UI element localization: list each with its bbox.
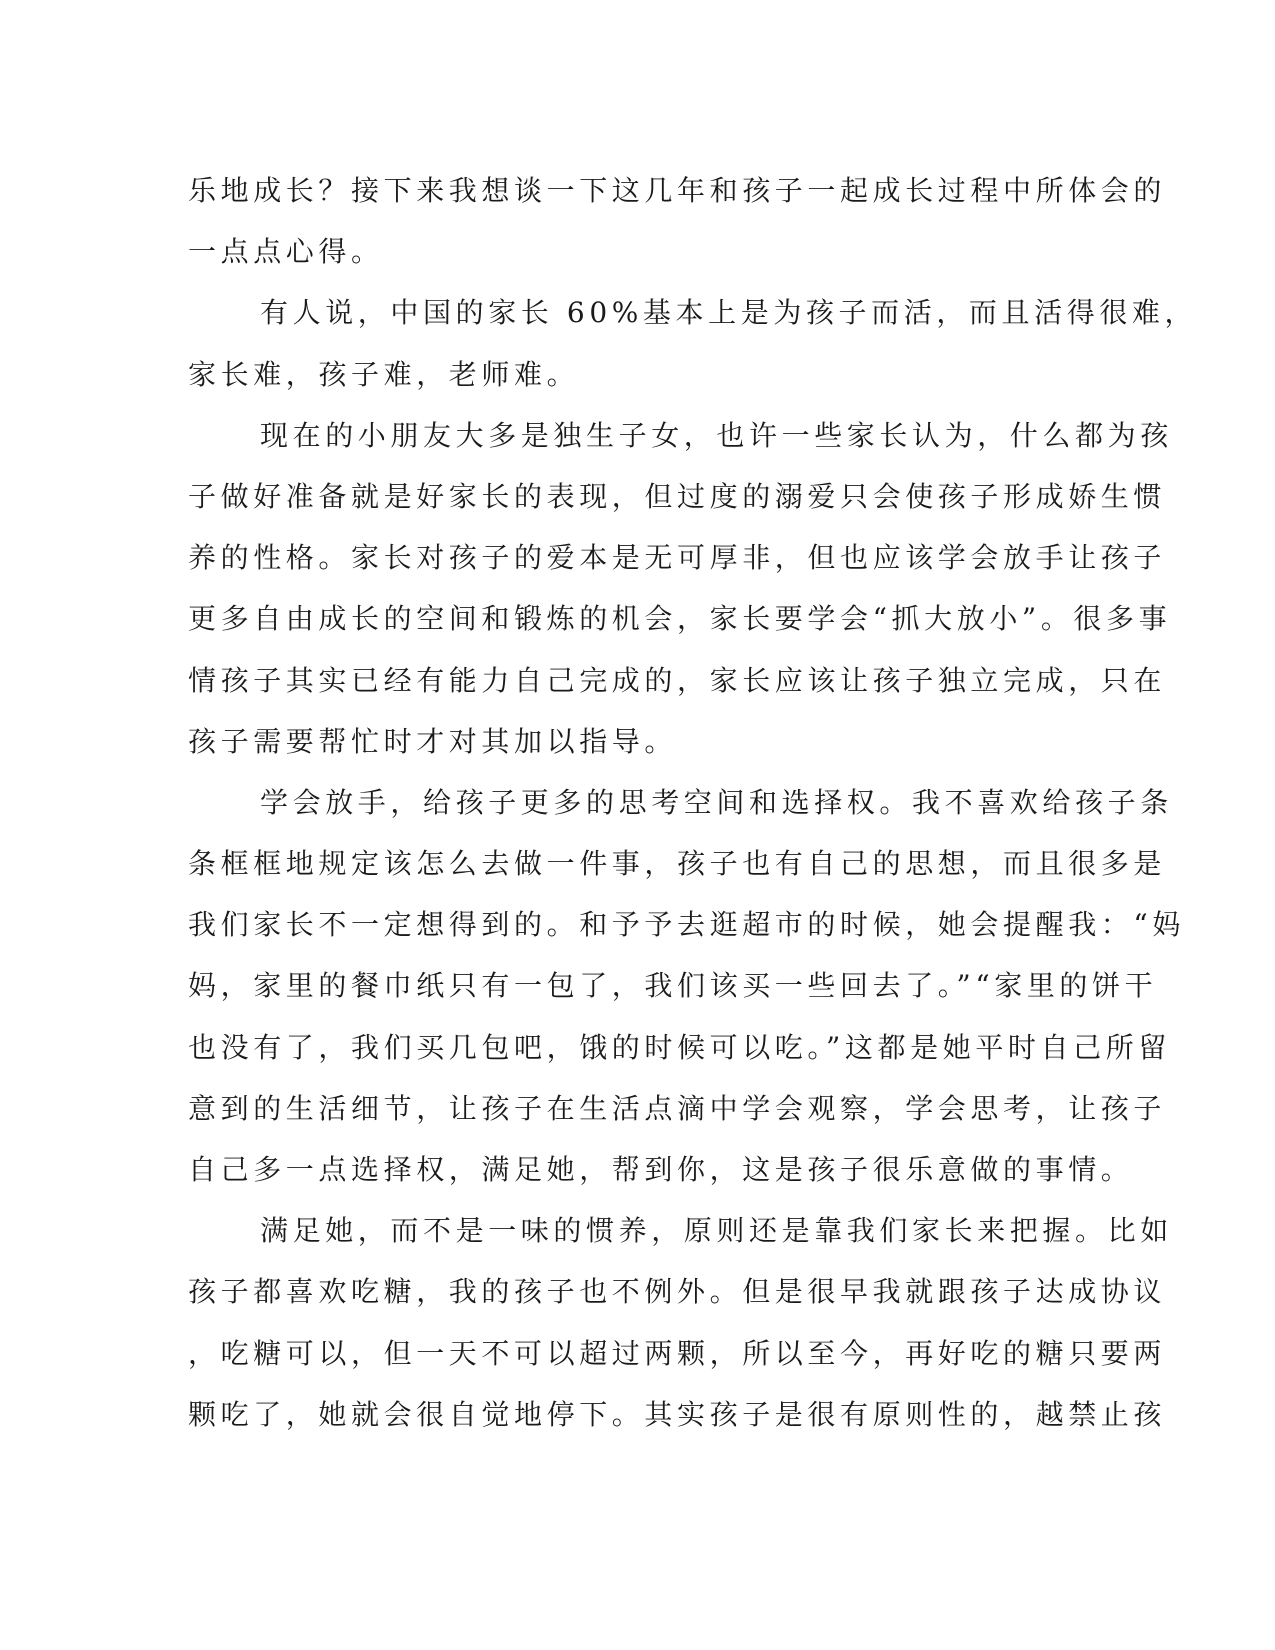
text-line: 有人说，中国的家长 60%基本上是为孩子而活，而且活得很难，: [260, 296, 1198, 330]
text-line: 孩子需要帮忙时才对其加以指导。: [188, 724, 678, 758]
paragraph: [188, 160, 1167, 282]
text-line: 情孩子其实已经有能力自己完成的，家长应该让孩子独立完成，只在: [188, 663, 1167, 697]
text-line: 现在的小朋友大多是独生子女，也许一些家长认为，什么都为孩: [260, 418, 1173, 452]
text-line: 乐地成长？接下来我想谈一下这几年和孩子一起成长过程中所体会的: [188, 174, 1167, 207]
paragraph: [188, 772, 1185, 1200]
text-line: ，吃糖可以，但一天不可以超过两颗，所以至今，再好吃的糖只要两: [188, 1336, 1167, 1370]
text-line: 也没有了，我们买几包吧，饿的时候可以吃。”这都是她平时自己所留: [188, 1030, 1171, 1064]
text-line: 颗吃了，她就会很自觉地停下。其实孩子是很有原则性的，越禁止孩: [188, 1397, 1167, 1431]
text-line: 更多自由成长的空间和锻炼的机会，家长要学会“抓大放小”。很多事: [188, 602, 1172, 636]
text-line: 自己多一点选择权，满足她，帮到你，这是孩子很乐意做的事情。: [188, 1153, 1134, 1186]
text-line: 一点点心得。: [188, 235, 384, 269]
paragraph: [188, 405, 1173, 772]
text-line: 学会放手，给孩子更多的思考空间和选择权。我不喜欢给孩子条: [260, 785, 1173, 819]
text-line: 子做好准备就是好家长的表现，但过度的溺爱只会使孩子形成娇生惯: [188, 479, 1167, 513]
text-line: 满足她，而不是一味的惯养，原则还是靠我们家长来把握。比如: [260, 1214, 1173, 1248]
paragraph: [188, 282, 1198, 404]
text-line: 条框框地规定该怎么去做一件事，孩子也有自己的思想，而且很多是: [188, 847, 1167, 881]
text-line: 家长难，孩子难，老师难。: [188, 357, 580, 391]
text-line: 我们家长不一定想得到的。和予予去逛超市的时候，她会提醒我：“妈: [188, 908, 1185, 942]
text-line: 养的性格。家长对孩子的爱本是无可厚非，但也应该学会放手让孩子: [188, 541, 1167, 575]
paragraph: [188, 1200, 1173, 1445]
document-body: [188, 160, 1198, 1445]
text-line: 妈，家里的餐巾纸只有一包了，我们该买一些回去了。”“家里的饼干: [188, 969, 1158, 1003]
text-line: 孩子都喜欢吃糖，我的孩子也不例外。但是很早我就跟孩子达成协议: [188, 1275, 1167, 1309]
text-line: 意到的生活细节，让孩子在生活点滴中学会观察，学会思考，让孩子: [188, 1091, 1167, 1125]
